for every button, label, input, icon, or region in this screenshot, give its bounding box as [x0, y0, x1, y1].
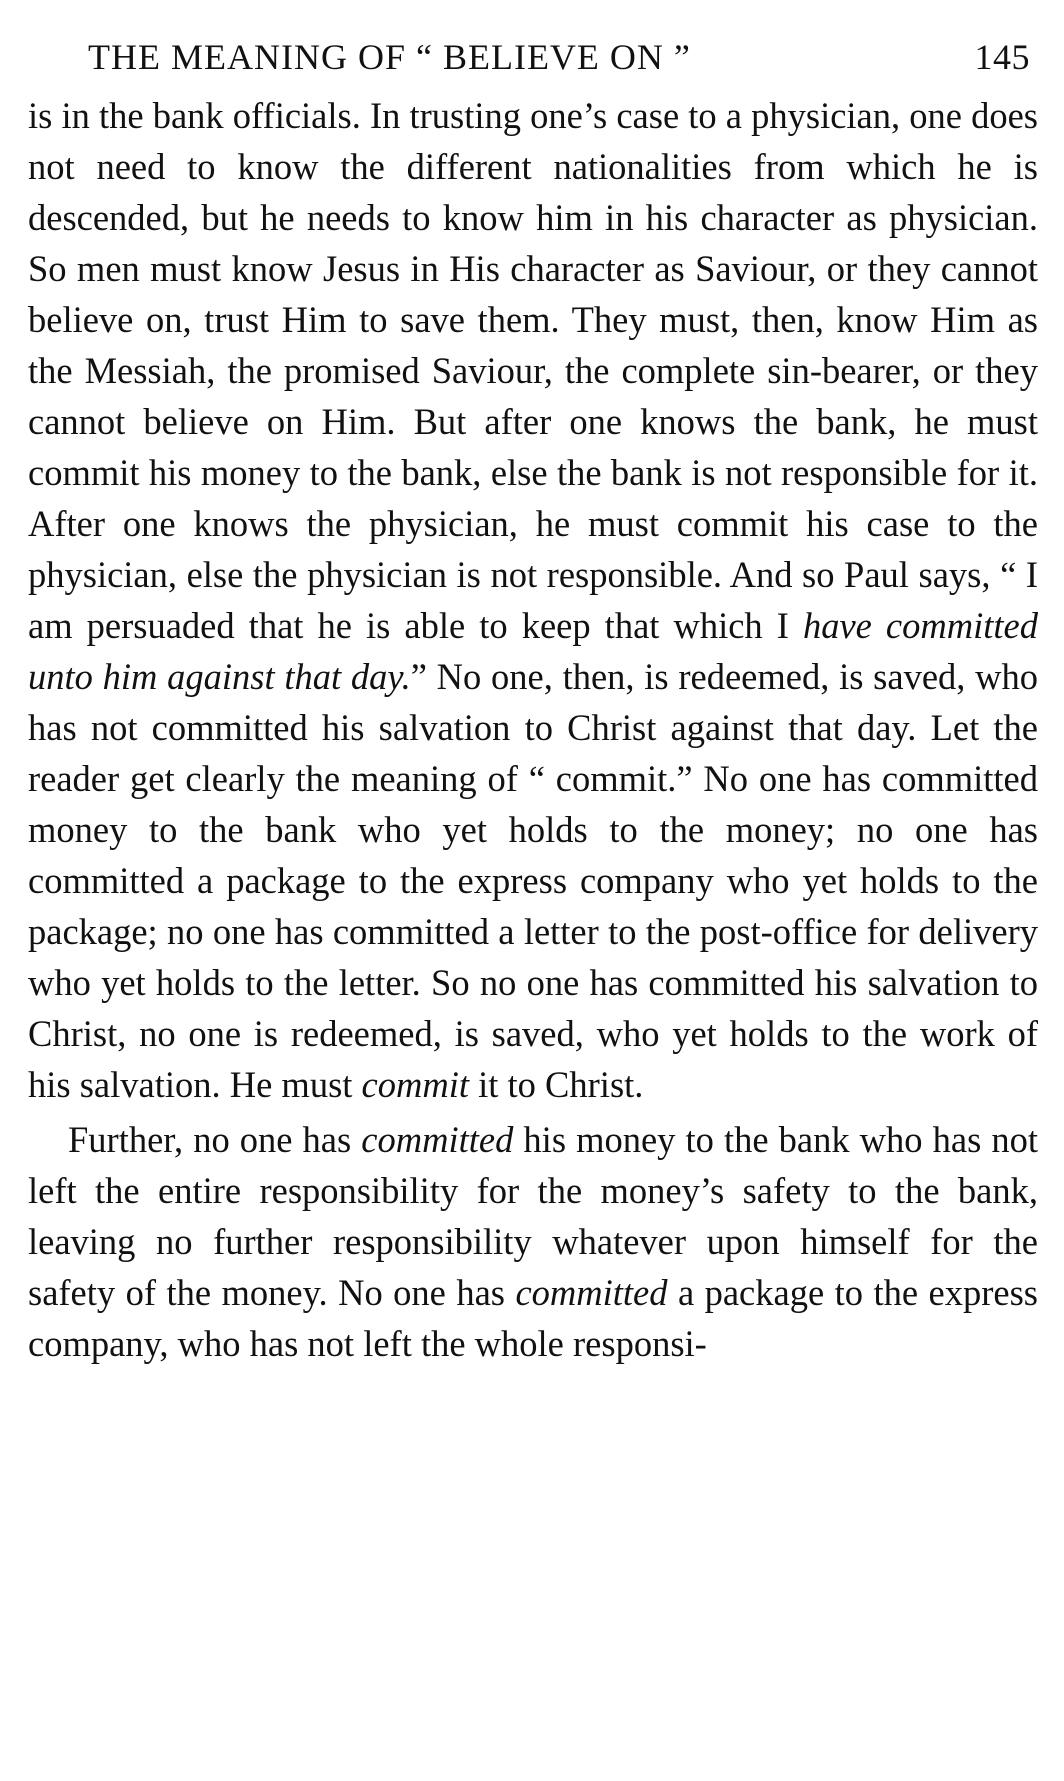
paragraph-2-segment: a package to the express company, who has not left the whole responsi- — [28, 1272, 1038, 1364]
paragraph-2-segment: Further, no one has — [68, 1119, 362, 1160]
paragraph-1-segment: ” No one, then, is redeemed, is saved, who has not committed his salvation to Christ against that day. Let the reader get clearly the meaning of “ commit.” No one has committed money to the bank who yet holds to the money; no one has committed a package to the express company who yet holds to the package; no one has committed a letter to the post-office for delivery who yet holds to the letter. So no one has committed his salvation to Christ, no one is redeemed, is saved, who yet holds to the work of his salvation. He must — [28, 656, 1038, 1105]
paragraph-1-italic-phrase: have committed unto him against that day. — [28, 605, 1038, 697]
paragraph-1-segment: it to Christ. — [469, 1064, 644, 1105]
running-header — [28, 28, 1038, 90]
paragraph-2 — [28, 1114, 1038, 1369]
paragraph-1-italic-word: commit — [361, 1064, 469, 1105]
paragraph-2-italic-word: committed — [515, 1272, 668, 1313]
paragraph-1-segment: is in the bank officials. In trusting one’s case to a physician, one does not need to know the different nationalities from which he is descended, but he needs to know him in his character as physician. So men must know Jesus in His character as Saviour, or they cannot believe on, trust Him to save them. They must, then, know Him as the Messiah, the promised Saviour, the complete sin-bearer, or they cannot believe on Him. But after one knows the bank, he must commit his money to the bank, else the bank is not responsible for it. After one knows the physician, he must commit his case to the physician, else the physician is not responsible. And so Paul says, “ I am persuaded that he is able to keep that which I — [28, 95, 1038, 646]
body-text — [28, 90, 1038, 1369]
paragraph-1 — [28, 90, 1038, 1110]
paragraph-2-segment: his money to the bank who has not left the entire responsibility for the money’s safety to the bank, leaving no further responsibility whatever upon himself for the safety of the money. No one has — [28, 1119, 1038, 1313]
running-title: THE MEANING OF “ BELIEVE ON ” — [88, 37, 691, 77]
paragraph-2-italic-word: committed — [361, 1119, 514, 1160]
book-page — [28, 28, 1038, 1369]
page-number: 145 — [974, 37, 1030, 77]
